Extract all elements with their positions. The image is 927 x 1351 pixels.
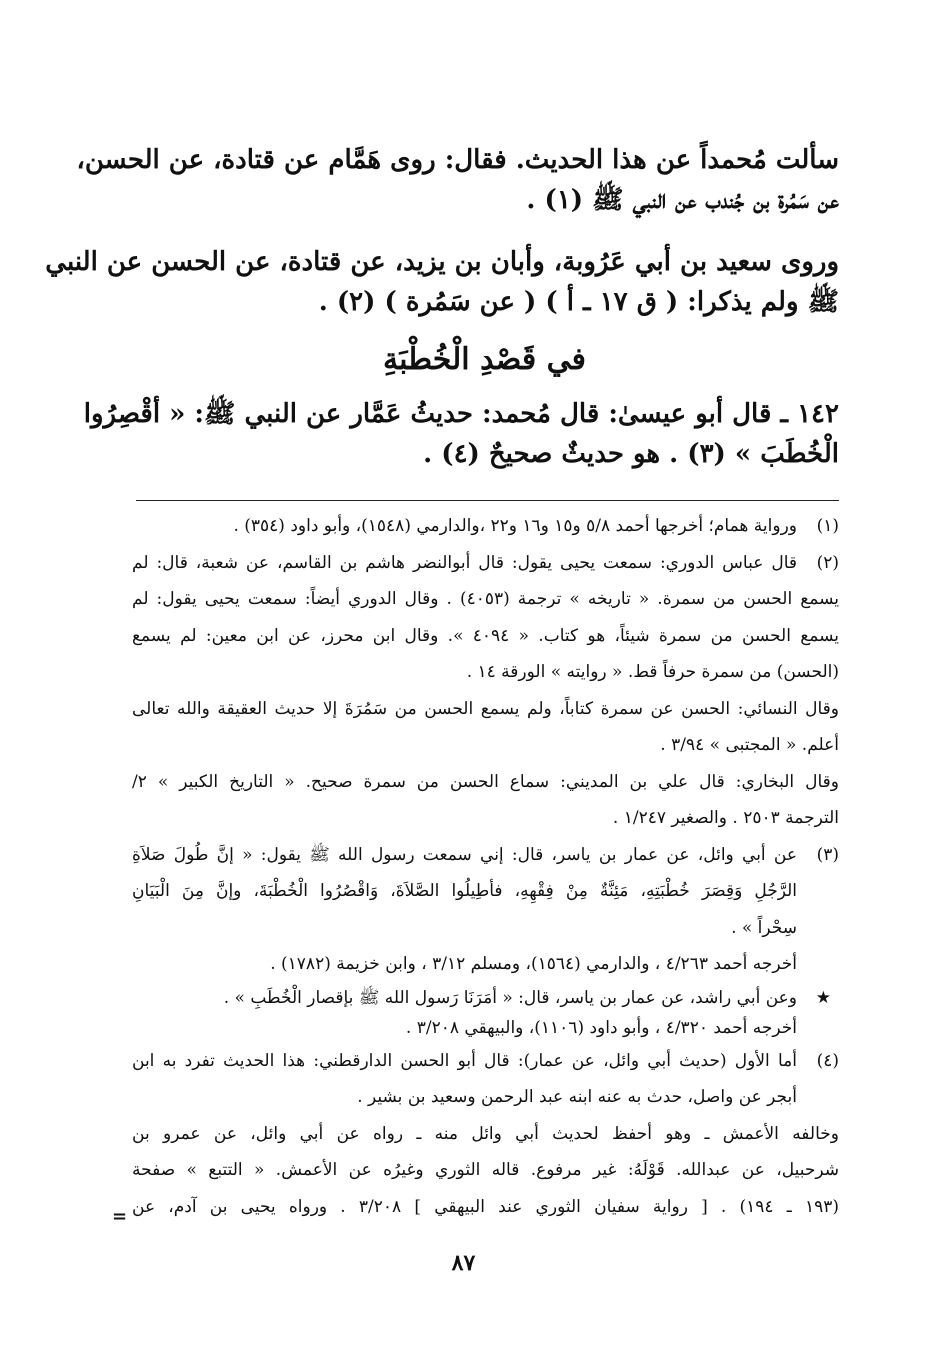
footnote-line: سِحْراً » . bbox=[731, 917, 797, 938]
page-number: ٨٧ bbox=[451, 1250, 476, 1276]
footnote-number: (٢) bbox=[816, 552, 839, 573]
footnote-4 bbox=[132, 1043, 839, 1080]
section-heading: في قَصْدِ الْخُطْبَةِ bbox=[383, 342, 586, 377]
footnote-number: (١) bbox=[816, 516, 839, 536]
footnote-separator bbox=[136, 500, 839, 501]
footnote-number: (٤) bbox=[816, 1050, 839, 1071]
star-marker: ★ bbox=[815, 987, 831, 1008]
footnote-line: أبجر عن واصل، حدث به عنه ابنه عبد الرحمن وسعيد بن بشير . bbox=[357, 1087, 797, 1107]
footnote-1 bbox=[132, 508, 839, 545]
footnotes bbox=[132, 508, 839, 1225]
footnote-3 bbox=[132, 837, 839, 874]
main-line: وروى سعيد بن أبي عَرُوبة، وأبان بن يزيد، عن قتادة، عن الحسن عن النبي bbox=[45, 247, 839, 277]
continuation-mark: = bbox=[112, 1206, 128, 1227]
main-line: سألت مُحمداً عن هذا الحديث. فقال: روى هَمَّام عن قتادة، عن الحسن، bbox=[76, 145, 839, 175]
footnote-text: وعن أبي راشد، عن عمار بن ياسر، قال: « أمَرَنَا رَسول الله ﷺ بإقصار الْخُطَبِ » . bbox=[223, 987, 797, 1008]
footnote-text: أما الأول (حديث أبي وائل، عن عمار): قال أبو الحسن الدارقطني: هذا الحديث تفرد به ابن bbox=[132, 1050, 797, 1071]
footnote-line: وقال النسائي: الحسن عن سمرة كتاباً، ولم يسمع الحسن من سَمُرَةَ إلا حديث العقيقة والله تعالى bbox=[132, 698, 839, 719]
footnote-text: قال عباس الدوري: سمعت يحيى يقول: قال أبوالنضر هاشم بن القاسم، عن شعبة، قال: لم bbox=[132, 552, 797, 573]
footnote-line: يسمع الحسن من سمرة. « تاريخه » ترجمة (٤٠٥٣) . وقال الدوري أيضاً: سمعت يحيى يقول: لم bbox=[132, 589, 839, 609]
footnote-text: ورواية همام؛ أخرجها أحمد ٥/٨ و١٥ و١٦ و٢٢ ،والدارمي (١٥٤٨)، وأبو داود (٣٥٤) . bbox=[233, 516, 797, 536]
footnote-line: أخرجه أحمد ٤/٢٦٣ ، والدارمي (١٥٦٤)، ومسلم ٣/١٢ ، وابن خزيمة (١٧٨٢) . bbox=[270, 954, 797, 974]
main-line: الْخُطَبَ » (٣) . هو حديثٌ صحيحٌ (٤) . bbox=[423, 439, 839, 469]
main-text bbox=[45, 140, 839, 474]
footnote-line: يسمع الحسن من سمرة شيئاً، هو كتاب. « ٤٠٩٤ ». وقال ابن محرز، عن ابن معين: لم يسمع bbox=[132, 625, 839, 646]
main-line: عن سَمُرة بن جُندب عن النبي ﷺ (١) . bbox=[526, 185, 839, 215]
main-line: ١٤٢ ـ قال أبو عيسىٰ: قال مُحمد: حديثُ عَمَّار عن النبي ﷺ: « أقْصِرُوا bbox=[83, 399, 839, 429]
footnote-number: (٣) bbox=[816, 844, 839, 865]
footnote-star-item bbox=[132, 983, 839, 1013]
footnote-line: شرحبيل، عن عبدالله. قَوْلَهُ: غير مرفوع. قاله الثوري وغيرُه عن الأعمش. « التتبع » صفحة bbox=[132, 1160, 839, 1180]
footnote-line: الرَّجُلِ وَقِصَرَ خُطْبَتِهِ، مَئِنَّةٌ مِنْ فِقْهِهِ، فأطِيلُوا الصَّلاَةَ، وَاقْصُرُوا الْخُطْبَةَ، وإنَّ مِنَ الْبَيَانِ bbox=[132, 881, 797, 901]
footnote-line: (١٩٣ ـ ١٩٤) . [ رواية سفيان الثوري عند البيهقي ] ٣/٢٠٨ . ورواه يحيى بن آدم، عن bbox=[132, 1196, 839, 1217]
footnote-2 bbox=[132, 545, 839, 582]
footnote-text: عن أبي وائل، عن عمار بن ياسر، قال: إني سمعت رسول الله ﷺ يقول: « إنَّ طُولَ صَلاَةِ bbox=[132, 844, 797, 865]
footnote-line: وقال البخاري: قال علي بن المديني: سماع الحسن من سمرة صحيح. « التاريخ الكبير » ٢/ bbox=[132, 771, 839, 792]
footnote-line: أعلم. « المجتبى » ٣/٩٤ . bbox=[660, 735, 839, 755]
footnote-line: الترجمة ٢٥٠٣ . والصغير ١/٢٤٧ . bbox=[612, 808, 839, 828]
main-line: ﷺ ولم يذكرا: ( ق ١٧ ـ أ ) ( عن سَمُرة ) (٢) . bbox=[318, 287, 839, 317]
footnote-line: وخالفه الأعمش ـ وهو أحفظ لحديث أبي وائل منه ـ رواه عن أبي وائل، عن عمرو بن bbox=[132, 1123, 839, 1144]
footnote-line: أخرجه أحمد ٤/٣٢٠ ، وأبو داود (١١٠٦)، والبيهقي ٣/٢٠٨ . bbox=[405, 1017, 797, 1038]
footnote-line: (الحسن) من سمرة حرفاً قط. « روايته » الورقة ١٤ . bbox=[466, 662, 839, 682]
